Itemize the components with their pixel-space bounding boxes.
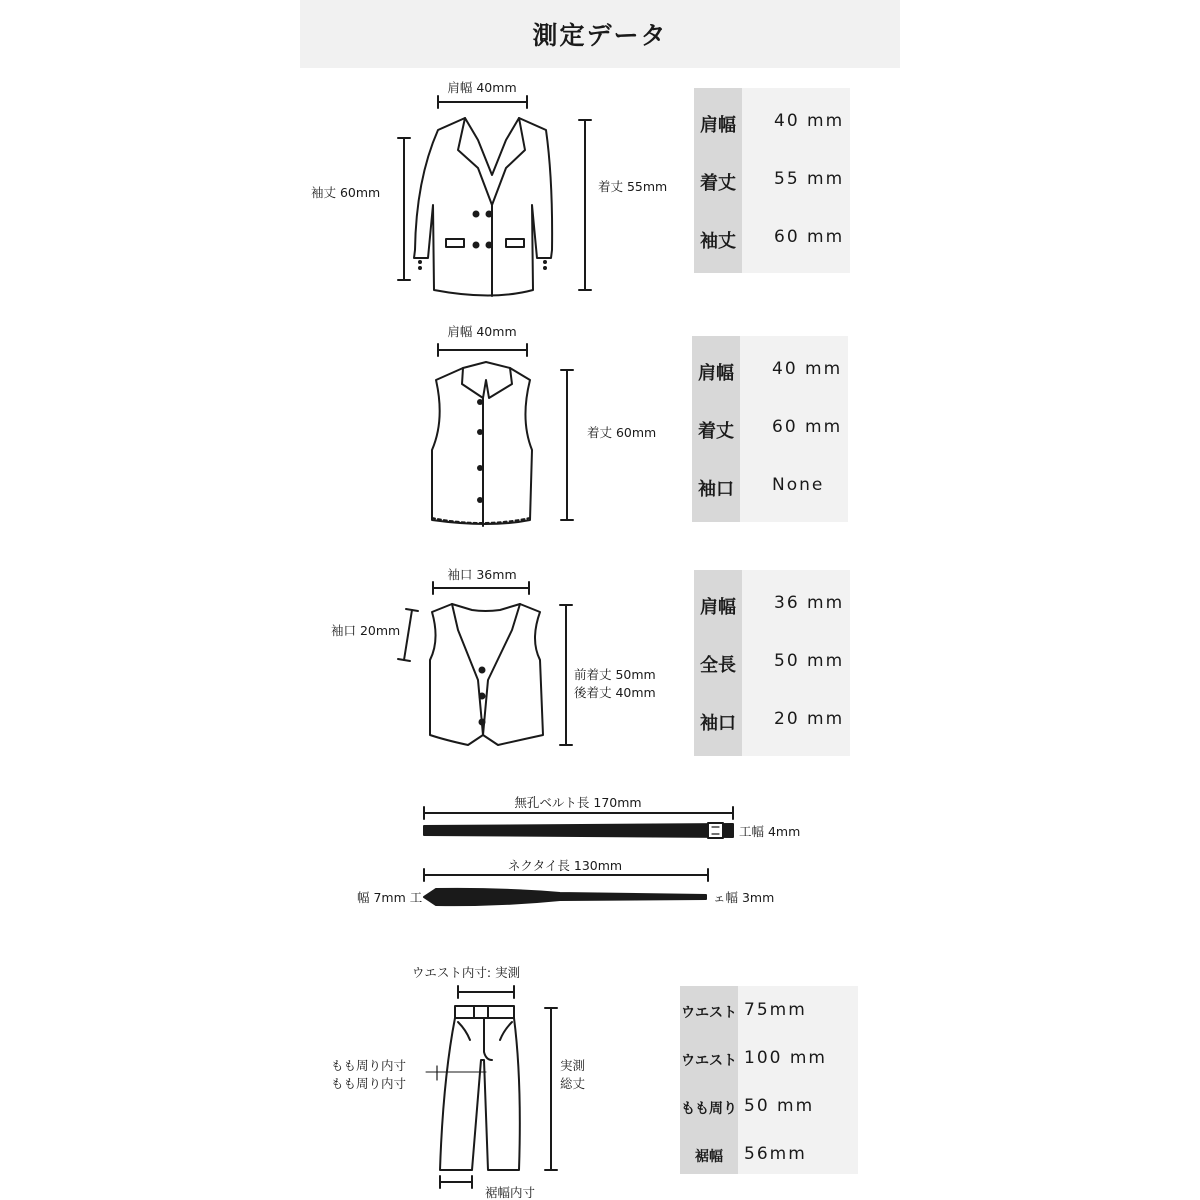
- jacket-illustration: [398, 96, 591, 296]
- table-row: [694, 641, 850, 681]
- row-key: 着丈: [698, 421, 734, 442]
- pants-thigh-label: もも周り内寸: [331, 1076, 407, 1091]
- row-value: 50 mm: [774, 651, 845, 671]
- row-key: 袖口: [700, 713, 736, 734]
- jacket-shoulder-label: 肩幅 40mm: [447, 80, 517, 95]
- row-value: 40 mm: [772, 359, 843, 379]
- table-row: [694, 699, 850, 739]
- row-key: 着丈: [700, 173, 736, 194]
- jacket-measure-table: [694, 88, 850, 273]
- page-title: 測定データ: [532, 21, 668, 50]
- row-value: 36 mm: [774, 593, 845, 613]
- row-value: None: [772, 475, 825, 495]
- row-value: 60 mm: [774, 227, 845, 247]
- row-value: 56mm: [744, 1144, 807, 1164]
- row-key: 袖丈: [700, 231, 736, 252]
- table-row: [694, 159, 850, 199]
- shirt-shoulder-label: 肩幅 40mm: [447, 324, 517, 339]
- row-value: 50 mm: [744, 1096, 815, 1116]
- tie-length-label: ネクタイ長 130mm: [507, 858, 623, 873]
- row-key: 肩幅: [700, 115, 736, 136]
- table-row: [692, 465, 848, 505]
- table-row: [694, 217, 850, 257]
- row-key: ウエスト: [681, 1005, 737, 1021]
- vest-illustration: [398, 582, 572, 745]
- shirt-illustration: [432, 344, 573, 526]
- vest-back-length-label: 後着丈 40mm: [574, 685, 656, 700]
- pants-length-label: 実測: [560, 1058, 586, 1073]
- row-key: 全長: [700, 655, 736, 676]
- belt-width-label: 工幅 4mm: [739, 824, 801, 839]
- table-row: [680, 1134, 858, 1174]
- row-key: 肩幅: [698, 363, 734, 384]
- table-row: [680, 990, 858, 1030]
- row-key: 裾幅: [695, 1149, 723, 1165]
- belt-length-label: 無孔ベルト長 170mm: [514, 795, 642, 810]
- shirt-length-label: 着丈 60mm: [587, 425, 657, 440]
- pants-measure-table: [680, 986, 858, 1174]
- row-key: 袖口: [698, 479, 734, 500]
- jacket-length-label: 着丈 55mm: [598, 179, 668, 194]
- row-key: 肩幅: [700, 597, 736, 618]
- jacket-sleeve-label: 袖丈 60mm: [311, 185, 381, 200]
- row-key: もも周り: [681, 1101, 737, 1117]
- table-row: [694, 101, 850, 141]
- vest-cuff-side-label: 袖口 20mm: [331, 623, 401, 638]
- table-row: [694, 583, 850, 623]
- vest-cuff-top-label: 袖口 36mm: [447, 567, 517, 582]
- shirt-measure-table: [692, 336, 848, 522]
- row-value: 100 mm: [744, 1048, 827, 1068]
- row-value: 40 mm: [774, 111, 845, 131]
- table-row: [680, 1038, 858, 1078]
- belt-illustration: [424, 807, 733, 838]
- tie-wide-label: 幅 7mm 工: [357, 890, 423, 905]
- tie-illustration: [424, 869, 708, 905]
- pants-waist-label: ウエスト内寸: 実測: [411, 965, 521, 980]
- vest-front-length-label: 前着丈 50mm: [574, 667, 656, 682]
- pants-illustration: [426, 986, 557, 1188]
- table-row: [680, 1086, 858, 1126]
- row-key: ウエスト: [681, 1053, 737, 1069]
- table-row: [692, 349, 848, 389]
- vest-measure-table: [694, 570, 850, 756]
- pants-thigh-label: もも周り内寸: [331, 1058, 407, 1073]
- tie-narrow-label: ェ幅 3mm: [713, 890, 775, 905]
- pants-hem-label: 裾幅内寸: [484, 1185, 536, 1200]
- table-row: [692, 407, 848, 447]
- row-value: 20 mm: [774, 709, 845, 729]
- row-value: 60 mm: [772, 417, 843, 437]
- row-value: 75mm: [744, 1000, 807, 1020]
- row-value: 55 mm: [774, 169, 845, 189]
- pants-length-label: 総丈: [560, 1076, 586, 1091]
